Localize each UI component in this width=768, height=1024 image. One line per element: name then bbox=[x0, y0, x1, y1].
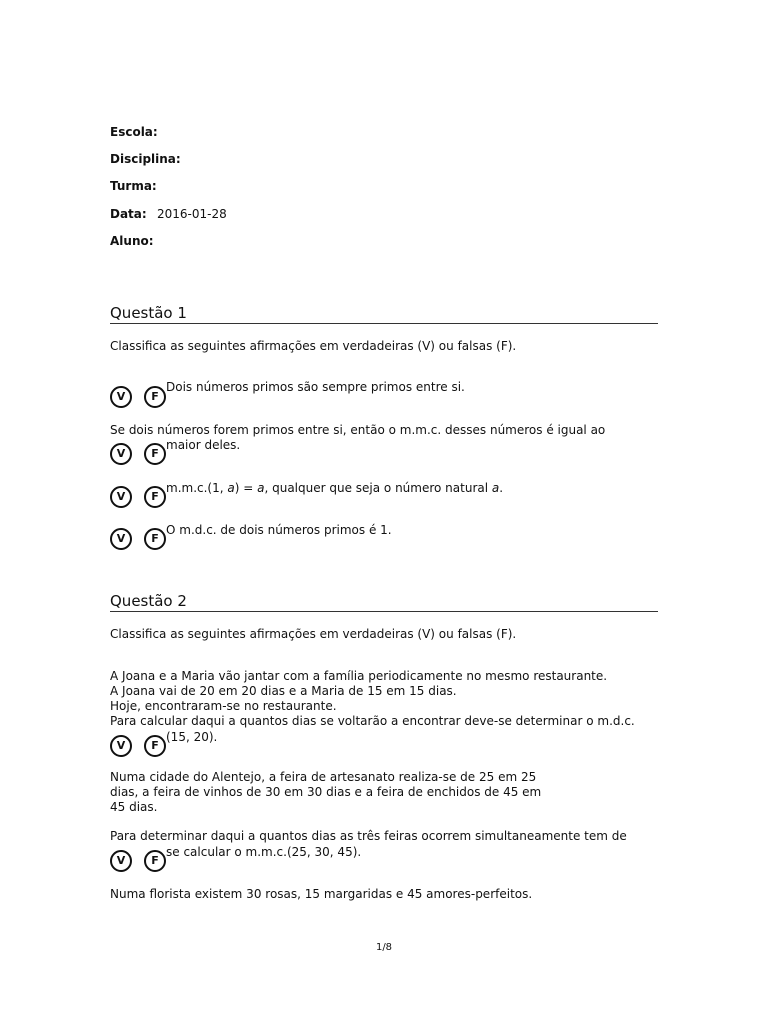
disciplina-label: Disciplina: bbox=[110, 152, 181, 166]
q1-item1-statement: Dois números primos são sempre primos entre si. bbox=[166, 380, 465, 394]
q1-item3-options bbox=[110, 486, 166, 508]
true-option-circle[interactable]: V bbox=[110, 486, 132, 508]
true-option-circle[interactable]: V bbox=[110, 443, 132, 465]
false-option-circle[interactable]: F bbox=[144, 735, 166, 757]
turma-field bbox=[110, 179, 157, 193]
true-option-circle[interactable]: V bbox=[110, 850, 132, 872]
question-1-title: Questão 1 bbox=[110, 304, 658, 324]
q1-item3-statement bbox=[166, 481, 666, 496]
false-option-circle[interactable]: F bbox=[144, 386, 166, 408]
q2-item2-statement: se calcular o m.m.c.(25, 30, 45). bbox=[166, 845, 362, 859]
true-option-circle[interactable]: V bbox=[110, 735, 132, 757]
q1-item3-mid: ) = bbox=[234, 481, 258, 495]
aluno-label: Aluno: bbox=[110, 234, 154, 248]
q1-item2-options bbox=[110, 443, 166, 465]
q1-item3-var2: a bbox=[257, 481, 265, 495]
q1-item4-options bbox=[110, 528, 166, 550]
q2-item2-pre2: Para determinar daqui a quantos dias as três feiras ocorrem simultaneamente tem de bbox=[110, 829, 627, 843]
q1-item4-statement: O m.d.c. de dois números primos é 1. bbox=[166, 523, 392, 537]
disciplina-field bbox=[110, 152, 181, 166]
data-value: 2016-01-28 bbox=[157, 207, 227, 221]
q1-item2-statement: maior deles. bbox=[166, 438, 241, 452]
escola-field bbox=[110, 125, 158, 139]
data-label: Data: bbox=[110, 207, 147, 221]
false-option-circle[interactable]: F bbox=[144, 443, 166, 465]
q1-item3-var3: a bbox=[491, 481, 500, 495]
escola-label: Escola: bbox=[110, 125, 158, 139]
question-1-instruction: Classifica as seguintes afirmações em verdadeiras (V) ou falsas (F). bbox=[110, 339, 517, 353]
q1-item1-options bbox=[110, 386, 166, 408]
question-2-instruction: Classifica as seguintes afirmações em verdadeiras (V) ou falsas (F). bbox=[110, 627, 517, 641]
turma-label: Turma: bbox=[110, 179, 157, 193]
true-option-circle[interactable]: V bbox=[110, 528, 132, 550]
q1-item3-mid2: , qualquer que seja o número natural bbox=[264, 481, 492, 495]
q2-item1-statement: (15, 20). bbox=[166, 730, 218, 744]
false-option-circle[interactable]: F bbox=[144, 486, 166, 508]
true-option-circle[interactable]: V bbox=[110, 386, 132, 408]
question-2-title: Questão 2 bbox=[110, 592, 658, 612]
aluno-field bbox=[110, 234, 154, 248]
q2-item2-options bbox=[110, 850, 166, 872]
q2-item2-pre: Numa cidade do Alentejo, a feira de artesanato realiza-se de 25 em 25 dias, a feira de vinhos de 30 em 30 dias e a feira de enchidos de 45 em 45 dias. bbox=[110, 770, 542, 814]
q1-item3-suffix: . bbox=[499, 481, 504, 495]
q2-item3-pre: Numa florista existem 30 rosas, 15 margaridas e 45 amores-perfeitos. bbox=[110, 887, 533, 901]
q2-item1-options bbox=[110, 735, 166, 757]
q1-item3-var1: a bbox=[227, 481, 235, 495]
q1-item2-pre: Se dois números forem primos entre si, então o m.m.c. desses números é igual ao bbox=[110, 423, 606, 437]
data-field bbox=[110, 207, 227, 221]
q2-item1-pre: A Joana e a Maria vão jantar com a família periodicamente no mesmo restaurante. A Joana vai de 20 em 20 dias e a Maria de 15 em 15 dias. Hoje, encontraram-se no restaurante. Para calcular daqui a quantos dias se voltarão a encontrar deve-se determinar o m.d.c. bbox=[110, 669, 635, 728]
false-option-circle[interactable]: F bbox=[144, 850, 166, 872]
q1-item3-prefix: m.m.c.(1, bbox=[166, 481, 228, 495]
page-number: 1/8 bbox=[375, 942, 393, 953]
false-option-circle[interactable]: F bbox=[144, 528, 166, 550]
